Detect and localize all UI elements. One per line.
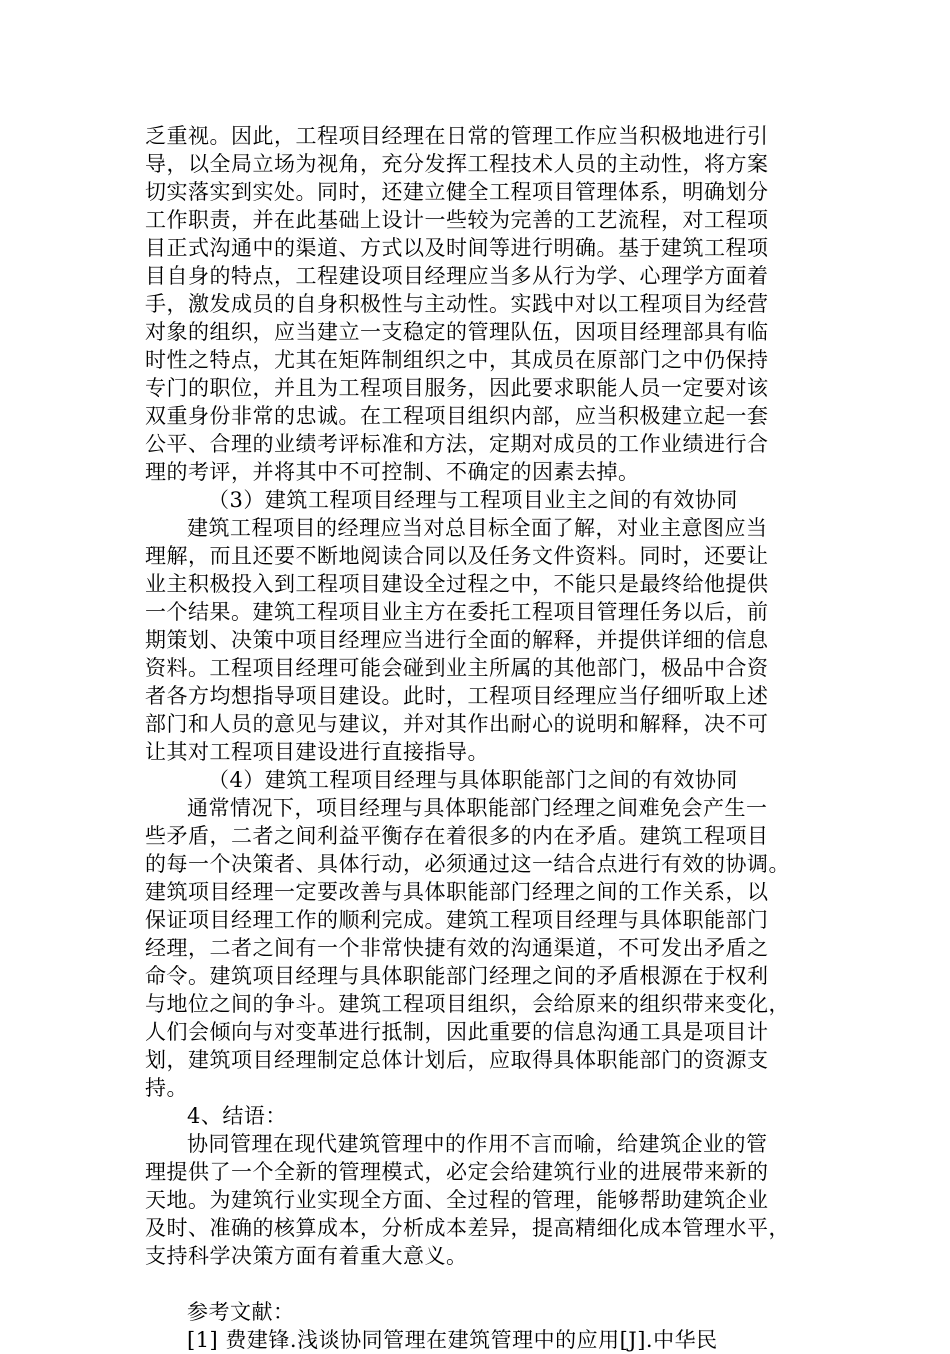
- body-text-line: 时性之特点，尤其在矩阵制组织之中，其成员在原部门之中仍保持: [145, 348, 769, 372]
- body-text-line: 业主积极投入到工程项目建设全过程之中，不能只是最终给他提供: [145, 572, 769, 596]
- body-text-line: 理的考评，并将其中不可控制、不确定的因素去掉。: [145, 460, 640, 484]
- paragraph-first-line: 通常情况下，项目经理与具体职能部门经理之间难免会产生一: [187, 796, 768, 820]
- body-text-line: 目自身的特点，工程建设项目经理应当多从行为学、心理学方面着: [145, 264, 769, 288]
- body-text-line: 命令。建筑项目经理与具体职能部门经理之间的矛盾根源在于权利: [145, 964, 769, 988]
- body-text-line: 理提供了一个全新的管理模式，必定会给建筑行业的进展带来新的: [145, 1160, 769, 1184]
- body-text-line: 目正式沟通中的渠道、方式以及时间等进行明确。基于建筑工程项: [145, 236, 769, 260]
- body-text-line: 人们会倾向与对变革进行抵制，因此重要的信息沟通工具是项目计: [145, 1020, 769, 1044]
- body-text-line: 些矛盾，二者之间利益平衡存在着很多的内在矛盾。建筑工程项目: [145, 824, 769, 848]
- body-text-line: 的每一个决策者、具体行动，必须通过这一结合点进行有效的协调。: [145, 852, 790, 876]
- body-text-line: 一个结果。建筑工程项目业主方在委托工程项目管理任务以后，前: [145, 600, 769, 624]
- reference-item: [1] 费建锋.浅谈协同管理在建筑管理中的应用[J].中华民: [187, 1328, 718, 1352]
- references-heading: 参考文献：: [187, 1300, 295, 1324]
- body-text-line: 部门和人员的意见与建议，并对其作出耐心的说明和解释，决不可: [145, 712, 769, 736]
- body-text-line: 公平、合理的业绩考评标准和方法，定期对成员的工作业绩进行合: [145, 432, 769, 456]
- body-text-line: 保证项目经理工作的顺利完成。建筑工程项目经理与具体职能部门: [145, 908, 769, 932]
- body-text-line: 专门的职位，并且为工程项目服务，因此要求职能人员一定要对该: [145, 376, 769, 400]
- body-text-line: 让其对工程项目建设进行直接指导。: [145, 740, 489, 764]
- body-text-line: 及时、准确的核算成本，分析成本差异，提高精细化成本管理水平，: [145, 1216, 790, 1240]
- body-text-line: 建筑项目经理一定要改善与具体职能部门经理之间的工作关系，以: [145, 880, 769, 904]
- body-text-line: 者各方均想指导项目建设。此时，工程项目经理应当仔细听取上述: [145, 684, 769, 708]
- body-text-line: 划，建筑项目经理制定总体计划后，应取得具体职能部门的资源支: [145, 1048, 769, 1072]
- body-text-line: 导，以全局立场为视角，充分发挥工程技术人员的主动性，将方案: [145, 152, 769, 176]
- body-text-line: 天地。为建筑行业实现全方面、全过程的管理，能够帮助建筑企业: [145, 1188, 769, 1212]
- body-text-line: 对象的组织，应当建立一支稳定的管理队伍，因项目经理部具有临: [145, 320, 769, 344]
- body-text-line: 工作职责，并在此基础上设计一些较为完善的工艺流程，对工程项: [145, 208, 769, 232]
- body-text-line: 切实落实到实处。同时，还建立健全工程项目管理体系，明确划分: [145, 180, 769, 204]
- body-text-line: 乏重视。因此，工程项目经理在日常的管理工作应当积极地进行引: [145, 124, 769, 148]
- body-text-line: 与地位之间的争斗。建筑工程项目组织，会给原来的组织带来变化，: [145, 992, 790, 1016]
- conclusion-heading: 4、结语：: [187, 1104, 287, 1128]
- body-text-line: 双重身份非常的忠诚。在工程项目组织内部，应当积极建立起一套: [145, 404, 769, 428]
- body-text-line: 理解，而且还要不断地阅读合同以及任务文件资料。同时，还要让: [145, 544, 769, 568]
- section-heading-4: （4）建筑工程项目经理与具体职能部门之间的有效协同: [208, 768, 738, 792]
- body-text-line: 期策划、决策中项目经理应当进行全面的解释，并提供详细的信息: [145, 628, 769, 652]
- body-text-line: 持。: [145, 1076, 188, 1100]
- paragraph-first-line: 建筑工程项目的经理应当对总目标全面了解，对业主意图应当: [187, 516, 768, 540]
- body-text-line: 经理，二者之间有一个非常快捷有效的沟通渠道，不可发出矛盾之: [145, 936, 769, 960]
- body-text-line: 手，激发成员的自身积极性与主动性。实践中对以工程项目为经营: [145, 292, 769, 316]
- paragraph-first-line: 协同管理在现代建筑管理中的作用不言而喻，给建筑企业的管: [187, 1132, 768, 1156]
- body-text-line: 资料。工程项目经理可能会碰到业主所属的其他部门，极品中合资: [145, 656, 769, 680]
- section-heading-3: （3）建筑工程项目经理与工程项目业主之间的有效协同: [208, 488, 738, 512]
- body-text-line: 支持科学决策方面有着重大意义。: [145, 1244, 468, 1268]
